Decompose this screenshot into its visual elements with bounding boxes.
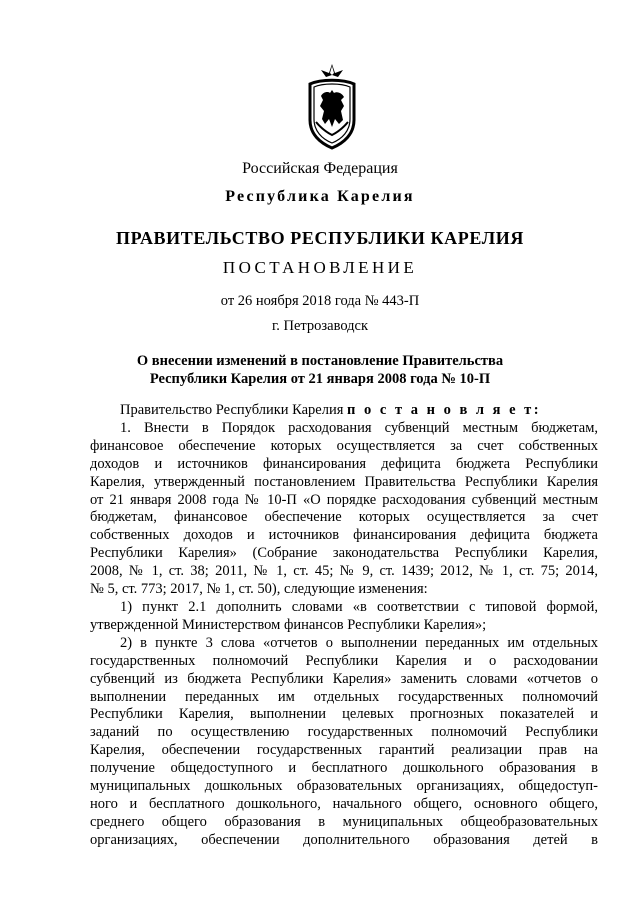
paragraph-3 xyxy=(90,635,598,850)
government-title: ПРАВИТЕЛЬСТВО РЕСПУБЛИКИ КАРЕЛИЯ xyxy=(116,228,524,248)
document-type: ПОСТАНОВЛЕНИЕ xyxy=(222,258,418,277)
document-body xyxy=(90,402,598,850)
text-line: муниципальных дошкольных образовательных организациях, общедоступ- xyxy=(90,778,598,795)
subject-line: Республики Карелия от 21 января 2008 года № 10-П xyxy=(149,371,491,387)
text-line: организациях, обеспечении дополнительного образования детей в xyxy=(90,831,598,848)
paragraph-2 xyxy=(90,599,598,635)
text-line: получение общедоступного и бесплатного дошкольного образования в xyxy=(90,760,598,777)
document-subject xyxy=(0,352,640,388)
text-line: субвенций из бюджета Республики Карелия» заменить словами «отчетов о xyxy=(90,670,598,687)
text-line: Карелия, обеспечении государственных гарантий реализации прав на xyxy=(90,742,598,759)
country-name: Российская Федерация xyxy=(242,160,398,177)
text-line: заданий по осуществлению государственных полномочий Республики xyxy=(90,724,598,741)
text-line: бюджетам, финансовое обеспечение которых осуществляется за счет xyxy=(90,509,598,526)
text-line: государственных полномочий Республики Карелия и о расходовании xyxy=(90,652,598,669)
republic-name: Республика Карелия xyxy=(225,188,415,205)
preamble-text: Правительство Республики Карелия xyxy=(120,402,348,418)
text-line: выполнении переданных им отдельных государственных полномочий xyxy=(90,688,598,705)
bear-figure xyxy=(320,90,344,127)
text-line: № 5, ст. 773; 2017, № 1, ст. 50), следующие изменения: xyxy=(90,581,428,598)
decides-spaced-text: п о с т а н о в л я е т: xyxy=(347,402,542,418)
text-line: 2) в пункте 3 слова «отчетов о выполнении переданных им отдельных xyxy=(120,634,598,651)
preamble xyxy=(90,402,598,420)
text-line: от 21 января 2008 года № 10-П «О порядке расходования субвенций местным xyxy=(90,491,598,508)
text-line: Карелия, утвержденный постановлением Правительства Республики Карелия xyxy=(90,473,598,490)
coat-of-arms-icon xyxy=(299,62,365,150)
text-line: собственных доходов и источников финансирования дефицита бюджета xyxy=(90,527,598,544)
text-line: доходов и источников финансирования дефицита бюджета Республики xyxy=(90,455,598,472)
nordic-star xyxy=(321,64,343,77)
text-line: Республики Карелия» (Собрание законодательства Республики Карелия, xyxy=(90,545,598,562)
subject-line: О внесении изменений в постановление Правительства xyxy=(136,353,504,369)
text-line: ного и бесплатного дошкольного, начального общего, основного общего, xyxy=(90,795,598,812)
paragraph-1 xyxy=(90,420,598,599)
text-line: утвержденной Министерством финансов Республики Карелия»; xyxy=(90,616,487,633)
text-line: 1) пункт 2.1 дополнить словами «в соответствии с типовой формой, xyxy=(120,598,598,615)
text-line: 1. Внести в Порядок расходования субвенций местным бюджетам, xyxy=(120,419,598,436)
document-city: г. Петрозаводск xyxy=(271,318,369,334)
text-line: 2008, № 1, ст. 38; 2011, № 1, ст. 45; № 9, ст. 1439; 2012, № 1, ст. 75; 2014, xyxy=(90,563,598,580)
document-date: от 26 ноября 2018 года № 443-П xyxy=(220,293,420,309)
text-line: Республики Карелия, выполнении целевых прогнозных показателей и xyxy=(90,706,598,723)
text-line: финансовое обеспечение которых осуществляется за счет собственных xyxy=(90,437,598,454)
text-line: среднего общего образования в муниципальных общеобразовательных xyxy=(90,813,598,830)
